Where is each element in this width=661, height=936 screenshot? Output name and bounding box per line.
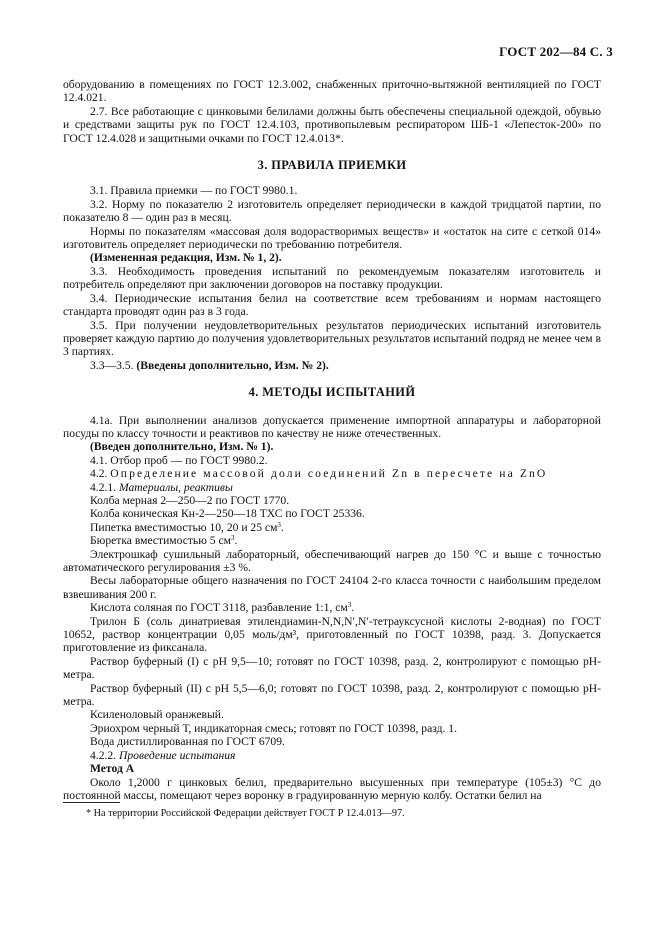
material-item: Ксиленоловый оранжевый. — [90, 708, 224, 722]
footnote-divider — [63, 802, 120, 803]
spaced-title: Определение массовой доли соединений Zn в пересчете на ZnO — [110, 467, 548, 481]
subsection-heading — [63, 749, 601, 762]
italic-title: Материалы, реактивы — [119, 480, 233, 494]
material-item: Трилон Б (соль динатриевая этилендиамин-N,N,N′,N′-тетрауксусной кислоты 2-водная) по ГОСТ 10652, раствор концентрации 0,05 моль/дм³, приготовленный по ГОСТ 10398, разд. 3. Допускается приготовление из фиксанала. — [63, 614, 601, 655]
subsection-heading — [63, 481, 601, 494]
material-text: Бюретка вместимостью 5 см — [90, 534, 231, 548]
material-text: Пипетка вместимостью 10, 20 и 25 см — [90, 520, 278, 534]
clause-number: 4.2. — [90, 467, 108, 481]
paragraph: 3.4. Периодические испытания белил на соответствие всем требованиям и нормам настоящего стандарта проводят один раз в 3 года. — [63, 291, 601, 319]
material-item: Вода дистиллированная по ГОСТ 6709. — [90, 735, 285, 749]
paragraph: Около 1,2000 г цинковых белил, предварительно высушенных при температуре (105±3) °С до постоянной массы, помещают через воронку в градуированную мерную колбу. Остатки белил на — [63, 775, 601, 802]
material-item: Весы лабораторные общего назначения по ГОСТ 24104 2-го класса точности с наибольшим пределом взвешивания 200 г. — [63, 574, 601, 601]
paragraph: 3.3. Необходимость проведения испытаний по рекомендуемым показателям изготовитель и потребитель определяют при заключении договоров на поставку продукции. — [63, 264, 601, 292]
clause-number: 3.3—3.5. — [90, 358, 134, 372]
paragraph: 2.7. Все работающие с цинковыми белилами должны быть обеспечены специальной одеждой, обувью и средствами защиты рук по ГОСТ 12.4.103, противопылевым респиратором ШБ-1 «Лепесток-200» по ГОСТ 12.4.028 и защитными очками по ГОСТ 12.4.013*. — [63, 104, 601, 145]
amendment-note: (Измененная редакция, Изм. № 1, 2). — [90, 251, 282, 265]
subsection-heading — [63, 467, 601, 480]
paragraph: оборудованию в помещениях по ГОСТ 12.3.002, снабженных приточно-вытяжной вентиляцией по ГОСТ 12.4.021. — [63, 78, 601, 105]
page-header: ГОСТ 202—84 С. 3 — [499, 44, 613, 59]
paragraph: 3.1. Правила приемки — по ГОСТ 9980.1. — [90, 184, 298, 198]
amendment-note — [63, 359, 601, 372]
paragraph: 4.1. Отбор проб — по ГОСТ 9980.2. — [90, 453, 268, 467]
amendment-note: (Введен дополнительно, Изм. № 1). — [90, 440, 274, 454]
italic-title: Проведение испытания — [119, 748, 236, 762]
material-item: Эриохром черный Т, индикаторная смесь; готовят по ГОСТ 10398, разд. 1. — [90, 721, 457, 735]
paragraph: 4.1а. При выполнении анализов допускается применение импортной аппаратуры и лабораторной посуды по классу точности и реактивов по качеству не ниже отечественных. — [63, 413, 601, 440]
material-item: Колба коническая Кн-2—250—18 ТХС по ГОСТ 25336. — [90, 507, 365, 521]
paragraph: Нормы по показателям «массовая доля водорастворимых веществ» и «остаток на сите с сеткой 014» изготовитель определяет периодически по требованию потребителя. — [63, 224, 601, 252]
material-item: Пипетка вместимостью 10, 20 и 25 $см^3$. — [90, 520, 284, 534]
amendment-text: (Введены дополнительно, Изм. № 2). — [136, 358, 329, 372]
document-body — [63, 78, 601, 802]
paragraph: 3.2. Норму по показателю 2 изготовитель определяет периодически в каждой тридцатой партии, по показателю 8 — один раз в месяц. — [63, 197, 601, 225]
material-item: Колба мерная 2—250—2 по ГОСТ 1770. — [90, 493, 290, 507]
material-text: Кислота соляная по ГОСТ 3118, разбавление 1:1, см — [90, 601, 348, 615]
material-item: Кислота соляная по ГОСТ 3118, разбавление 1:1, $см^3$. — [90, 601, 355, 615]
section-heading: 4. МЕТОДЫ ИСПЫТАНИЙ — [248, 385, 416, 400]
clause-number: 4.2.1. — [90, 480, 117, 494]
clause-number: 4.2.2. — [90, 748, 117, 762]
paragraph: 3.5. При получении неудовлетворительных результатов периодических испытаний изготовитель проверяет каждую партию до получения удовлетворительных результатов испытаний подряд не менее чем в 3 партиях. — [63, 318, 601, 359]
material-item: Электрошкаф сушильный лабораторный, обеспечивающий нагрев до 150 °С и выше с точностью автоматического регулирования ±3 %. — [63, 547, 601, 574]
footnote: * На территории Российской Федерации действует ГОСТ Р 12.4.013—97. — [86, 808, 405, 819]
material-item: Раствор буферный (I) с рН 9,5—10; готовят по ГОСТ 10398, разд. 2, контролируют с помощью рН-метра. — [63, 654, 601, 682]
method-heading: Метод А — [90, 762, 135, 776]
material-item: Бюретка вместимостью 5 $см^3$. — [90, 534, 238, 548]
section-heading: 3. ПРАВИЛА ПРИЕМКИ — [257, 158, 407, 173]
material-item: Раствор буферный (II) с рН 5,5—6,0; готовят по ГОСТ 10398, разд. 2, контролируют с помощью рН-метра. — [63, 681, 601, 709]
